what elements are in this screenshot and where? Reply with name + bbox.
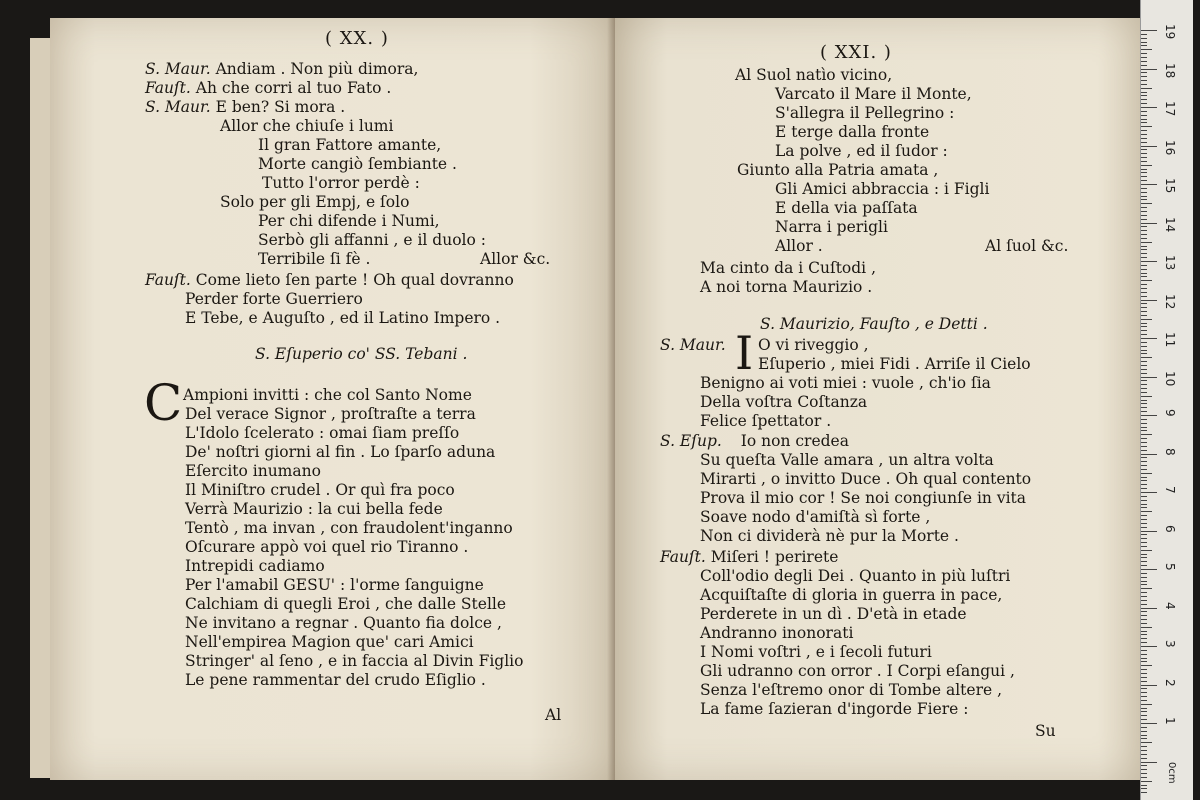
ruler-tick bbox=[1141, 165, 1152, 166]
ruler-tick bbox=[1141, 249, 1147, 250]
ruler-tick bbox=[1141, 411, 1147, 412]
ruler-tick bbox=[1141, 226, 1147, 227]
ruler-tick bbox=[1141, 122, 1147, 123]
ruler-tick bbox=[1141, 49, 1152, 50]
ruler-tick bbox=[1141, 111, 1147, 112]
ruler-tick bbox=[1141, 269, 1147, 270]
text-line: Perderete in un dì . D'età in etade bbox=[700, 605, 967, 623]
ruler-tick bbox=[1141, 400, 1147, 401]
ruler-tick bbox=[1141, 288, 1147, 289]
ruler-tick bbox=[1141, 550, 1152, 551]
ruler-tick bbox=[1141, 184, 1157, 185]
text-line: E Tebe, e Auguſto , ed il Latino Impero . bbox=[185, 309, 501, 327]
ruler-tick bbox=[1141, 650, 1147, 651]
ruler-number: 16 bbox=[1163, 139, 1177, 155]
ruler-tick bbox=[1141, 361, 1147, 362]
ruler-tick bbox=[1141, 715, 1147, 716]
ruler-tick bbox=[1141, 326, 1147, 327]
ruler-tick bbox=[1141, 65, 1147, 66]
text-line: S. Maur. Andiam . Non più dimora, bbox=[145, 60, 419, 78]
text-line: Nell'empirea Magion que' cari Amici bbox=[185, 633, 474, 651]
ruler-tick bbox=[1141, 403, 1147, 404]
ruler-tick bbox=[1141, 196, 1147, 197]
ruler-tick bbox=[1141, 658, 1147, 659]
ruler-tick bbox=[1141, 454, 1157, 455]
ruler-tick bbox=[1141, 161, 1147, 162]
ruler-tick bbox=[1141, 188, 1147, 189]
catchword: Su bbox=[1035, 722, 1056, 740]
scene-heading: S. Maurizio, Fauſto , e Detti . bbox=[760, 315, 988, 333]
ruler-tick bbox=[1141, 296, 1147, 297]
ruler-tick bbox=[1141, 738, 1147, 739]
ruler-tick bbox=[1141, 42, 1147, 43]
ruler-tick bbox=[1141, 634, 1147, 635]
ruler-tick bbox=[1141, 507, 1147, 508]
text-line: La fame ſazieran d'ingorde Fiere : bbox=[700, 700, 969, 718]
ruler-number: 17 bbox=[1163, 101, 1177, 117]
ruler-tick bbox=[1141, 203, 1152, 204]
text-line: Acquiſtaſte di gloria in guerra in pace, bbox=[700, 586, 1003, 604]
ruler-tick bbox=[1141, 130, 1147, 131]
text-line: Senza l'eſtremo onor di Tombe altere , bbox=[700, 681, 1003, 699]
ruler-tick bbox=[1141, 119, 1147, 120]
ruler-tick bbox=[1141, 319, 1152, 320]
ruler-tick bbox=[1141, 219, 1147, 220]
ruler-tick bbox=[1141, 565, 1147, 566]
ruler-tick bbox=[1141, 146, 1157, 147]
ruler-tick bbox=[1141, 80, 1147, 81]
text-line: Calchiam di quegli Eroi , che dalle Stelle bbox=[185, 595, 507, 613]
ruler-tick bbox=[1141, 242, 1152, 243]
ruler-tick bbox=[1141, 142, 1147, 143]
text-line: Prova il mio cor ! Se noi congiunſe in vita bbox=[700, 489, 1026, 507]
ruler-tick bbox=[1141, 577, 1147, 578]
ruler-tick bbox=[1141, 473, 1152, 474]
text-line: Narra i perigli bbox=[775, 218, 888, 236]
text-line: S'allegra il Pellegrino : bbox=[775, 104, 955, 122]
ruler-tick bbox=[1141, 369, 1147, 370]
ruler-tick bbox=[1141, 723, 1157, 724]
ruler-tick bbox=[1141, 638, 1147, 639]
ruler-tick bbox=[1141, 257, 1147, 258]
text-line: Perder forte Guerriero bbox=[185, 290, 363, 308]
text-line: E della via paſſata bbox=[775, 199, 918, 217]
text-line: Su queſta Valle amara , un altra volta bbox=[700, 451, 994, 469]
ruler-tick bbox=[1141, 334, 1147, 335]
aria-cue: Al ſuol &c. bbox=[985, 237, 1069, 255]
ruler-tick bbox=[1141, 338, 1157, 339]
ruler-number: 1 bbox=[1163, 717, 1177, 725]
ruler-number: 9 bbox=[1163, 409, 1177, 417]
ruler-tick bbox=[1141, 561, 1147, 562]
ruler-tick bbox=[1141, 350, 1147, 351]
ruler-tick bbox=[1141, 138, 1147, 139]
ruler-tick bbox=[1141, 746, 1147, 747]
ruler-tick bbox=[1141, 785, 1147, 786]
ruler-tick bbox=[1141, 696, 1147, 697]
ruler-tick bbox=[1141, 685, 1157, 686]
ruler-tick bbox=[1141, 631, 1147, 632]
drop-cap: C bbox=[144, 374, 183, 432]
text-line: Tentò , ma invan , con fraudolent'inganno bbox=[185, 519, 513, 537]
ruler-tick bbox=[1141, 357, 1152, 358]
ruler-tick bbox=[1141, 377, 1157, 378]
ruler-number: 15 bbox=[1163, 178, 1177, 194]
ruler-tick bbox=[1141, 392, 1147, 393]
text-line: Allor . bbox=[775, 237, 823, 255]
text-line: Eſuperio , miei Fidi . Arriſe il Cielo bbox=[758, 355, 1031, 373]
ruler-tick bbox=[1141, 107, 1157, 108]
ruler-tick bbox=[1141, 496, 1147, 497]
text-line: Mirarti , o invitto Duce . Oh qual contento bbox=[700, 470, 1032, 488]
ruler-tick bbox=[1141, 557, 1147, 558]
text-line: De' noſtri giorni al fin . Lo ſparſo aduna bbox=[185, 443, 496, 461]
ruler-tick bbox=[1141, 284, 1147, 285]
ruler-tick bbox=[1141, 673, 1147, 674]
text-line: Allor che chiuſe i lumi bbox=[220, 117, 394, 135]
ruler-tick bbox=[1141, 792, 1147, 793]
ruler-tick bbox=[1141, 519, 1147, 520]
text-line: Coll'odio degli Dei . Quanto in più luſtri bbox=[700, 567, 1011, 585]
ruler-tick bbox=[1141, 384, 1147, 385]
ruler-tick bbox=[1141, 180, 1147, 181]
ruler-tick bbox=[1141, 708, 1147, 709]
ruler-tick bbox=[1141, 419, 1147, 420]
ruler-tick bbox=[1141, 99, 1147, 100]
ruler-number: 11 bbox=[1163, 332, 1177, 348]
ruler-tick bbox=[1141, 542, 1147, 543]
ruler-tick bbox=[1141, 538, 1147, 539]
ruler-tick bbox=[1141, 735, 1147, 736]
ruler-tick bbox=[1141, 754, 1147, 755]
ruler-tick bbox=[1141, 480, 1147, 481]
ruler-tick bbox=[1141, 511, 1152, 512]
ruler-tick bbox=[1141, 30, 1157, 31]
ruler-tick bbox=[1141, 592, 1147, 593]
ruler-tick bbox=[1141, 246, 1147, 247]
ruler-tick bbox=[1141, 95, 1147, 96]
ruler-tick bbox=[1141, 623, 1147, 624]
text-line: Morte cangiò ſembiante . bbox=[258, 155, 457, 173]
ruler-tick bbox=[1141, 604, 1147, 605]
text-line: Le pene rammentar del crudo Eſiglio . bbox=[185, 671, 486, 689]
ruler-number: 7 bbox=[1163, 486, 1177, 494]
ruler-number: 19 bbox=[1163, 24, 1177, 40]
ruler-tick bbox=[1141, 731, 1147, 732]
ruler-tick bbox=[1141, 523, 1147, 524]
text-line: Tutto l'orror perdè : bbox=[262, 174, 420, 192]
ruler-tick bbox=[1141, 253, 1147, 254]
text-line: Il gran Fattore amante, bbox=[258, 136, 442, 154]
ruler-tick bbox=[1141, 465, 1147, 466]
text-line: Ma cinto da i Cuſtodi , bbox=[700, 259, 876, 277]
ruler-tick bbox=[1141, 788, 1147, 789]
open-book bbox=[30, 18, 1140, 780]
ruler-number: 10 bbox=[1163, 370, 1177, 386]
ruler-tick bbox=[1141, 646, 1157, 647]
ruler-tick bbox=[1141, 450, 1147, 451]
ruler-tick bbox=[1141, 430, 1147, 431]
ruler-tick bbox=[1141, 388, 1147, 389]
ruler-number: 8 bbox=[1163, 447, 1177, 456]
ruler-tick bbox=[1141, 407, 1147, 408]
text-line: Fauſt. Ah che corri al tuo Fato . bbox=[145, 79, 392, 97]
ruler-tick bbox=[1141, 504, 1147, 505]
ruler-tick bbox=[1141, 669, 1147, 670]
text-line: Gli Amici abbraccia : i Figli bbox=[775, 180, 990, 198]
ruler-tick bbox=[1141, 681, 1147, 682]
ruler-tick bbox=[1141, 276, 1147, 277]
ruler-tick bbox=[1141, 484, 1147, 485]
text-line: Giunto alla Patria amata , bbox=[737, 161, 939, 179]
text-line: Fauſt. Miſeri ! perirete bbox=[660, 548, 839, 566]
ruler-tick bbox=[1141, 661, 1147, 662]
ruler-tick bbox=[1141, 273, 1147, 274]
ruler-tick bbox=[1141, 692, 1147, 693]
ruler-tick bbox=[1141, 654, 1147, 655]
ruler-tick bbox=[1141, 115, 1147, 116]
ruler-tick bbox=[1141, 176, 1147, 177]
ruler-tick bbox=[1141, 777, 1147, 778]
ruler-tick bbox=[1141, 781, 1152, 782]
ruler-tick bbox=[1141, 323, 1147, 324]
ruler-tick bbox=[1141, 153, 1147, 154]
text-line: Terribile ſi fè . bbox=[258, 250, 371, 268]
ruler-tick bbox=[1141, 292, 1147, 293]
measuring-ruler bbox=[1140, 0, 1193, 800]
ruler-tick bbox=[1141, 434, 1152, 435]
ruler-tick bbox=[1141, 134, 1147, 135]
scene-heading: S. Eſuperio co' SS. Tebani . bbox=[255, 345, 468, 363]
ruler-tick bbox=[1141, 461, 1147, 462]
ruler-tick bbox=[1141, 45, 1147, 46]
ruler-tick bbox=[1141, 234, 1147, 235]
ruler-tick bbox=[1141, 762, 1157, 763]
ruler-tick bbox=[1141, 415, 1157, 416]
text-line: Ne invitano a regnar . Quanto fia dolce , bbox=[185, 614, 502, 632]
text-line: Varcato il Mare il Monte, bbox=[775, 85, 972, 103]
ruler-tick bbox=[1141, 758, 1147, 759]
ruler-tick bbox=[1141, 84, 1147, 85]
ruler-number: 6 bbox=[1163, 524, 1177, 533]
ruler-tick bbox=[1141, 554, 1147, 555]
ruler-tick bbox=[1141, 311, 1147, 312]
ruler-tick bbox=[1141, 773, 1147, 774]
ruler-tick bbox=[1141, 492, 1157, 493]
text-line: Eſercito inumano bbox=[185, 462, 321, 480]
ruler-number: 5 bbox=[1163, 563, 1177, 571]
ruler-tick bbox=[1141, 34, 1147, 35]
ruler-tick bbox=[1141, 569, 1157, 570]
ruler-tick bbox=[1141, 727, 1147, 728]
text-line: Del verace Signor , proſtraſte a terra bbox=[185, 405, 476, 423]
ruler-tick bbox=[1141, 642, 1147, 643]
ruler-tick bbox=[1141, 700, 1147, 701]
ruler-tick bbox=[1141, 688, 1147, 689]
ruler-tick bbox=[1141, 711, 1147, 712]
text-line: Stringer' al ſeno , e in faccia al Divin Figlio bbox=[185, 652, 524, 670]
text-line: Gli udranno con orror . I Corpi eſangui , bbox=[700, 662, 1015, 680]
ruler-tick bbox=[1141, 600, 1147, 601]
ruler-tick bbox=[1141, 211, 1147, 212]
ruler-tick bbox=[1141, 303, 1147, 304]
text-line: Per chi difende i Numi, bbox=[258, 212, 440, 230]
ruler-tick bbox=[1141, 300, 1157, 301]
ruler-tick bbox=[1141, 611, 1147, 612]
ruler-tick bbox=[1141, 92, 1147, 93]
ruler-tick bbox=[1141, 223, 1157, 224]
catchword: Al bbox=[545, 706, 562, 724]
ruler-tick bbox=[1141, 750, 1147, 751]
ruler-tick bbox=[1141, 126, 1152, 127]
ruler-tick bbox=[1141, 719, 1147, 720]
ruler-tick bbox=[1141, 238, 1147, 239]
ruler-tick bbox=[1141, 61, 1147, 62]
drop-cap: I bbox=[735, 326, 754, 380]
ruler-tick bbox=[1141, 438, 1147, 439]
ruler-tick bbox=[1141, 581, 1147, 582]
ruler-tick bbox=[1141, 88, 1152, 89]
ruler-tick bbox=[1141, 619, 1147, 620]
text-line: L'Idolo ſcelerato : omai ſiam preſſo bbox=[185, 424, 460, 442]
text-line: S. Eſup. Io non credea bbox=[660, 432, 849, 450]
text-line: Oſcurare appò voi quel rio Tiranno . bbox=[185, 538, 469, 556]
text-line: A noi torna Maurizio . bbox=[700, 278, 873, 296]
ruler-number: 12 bbox=[1163, 293, 1177, 309]
text-line: Benigno ai voti miei : vuole , ch'io ſia bbox=[700, 374, 991, 392]
ruler-tick bbox=[1141, 457, 1147, 458]
ruler-number: 3 bbox=[1163, 640, 1177, 648]
text-line: Felice ſpettator . bbox=[700, 412, 832, 430]
ruler-tick bbox=[1141, 608, 1157, 609]
ruler-tick bbox=[1141, 169, 1147, 170]
ruler-tick bbox=[1141, 396, 1152, 397]
ruler-tick bbox=[1141, 677, 1147, 678]
aria-cue: Allor &c. bbox=[480, 250, 551, 268]
ruler-tick bbox=[1141, 527, 1147, 528]
ruler-tick bbox=[1141, 57, 1147, 58]
ruler-tick bbox=[1141, 207, 1147, 208]
ruler-tick bbox=[1141, 380, 1147, 381]
ruler-tick bbox=[1141, 103, 1147, 104]
ruler-tick bbox=[1141, 76, 1147, 77]
text-line: Per l'amabil GESU' : l'orme ſanguigne bbox=[185, 576, 484, 594]
text-line: Fauſt. Come lieto ſen parte ! Oh qual dovranno bbox=[145, 271, 514, 289]
ruler-tick bbox=[1141, 765, 1147, 766]
right-page bbox=[615, 18, 1140, 780]
ruler-tick bbox=[1141, 488, 1147, 489]
left-page bbox=[50, 18, 615, 780]
text-line: Non ci dividerà nè pur la Morte . bbox=[700, 527, 959, 545]
text-line: Serbò gli affanni , e il duolo : bbox=[258, 231, 486, 249]
ruler-tick bbox=[1141, 353, 1147, 354]
text-line: Soave nodo d'amiſtà sì forte , bbox=[700, 508, 931, 526]
ruler-tick bbox=[1141, 546, 1147, 547]
text-line: Della voſtra Coſtanza bbox=[700, 393, 868, 411]
ruler-tick bbox=[1141, 69, 1157, 70]
ruler-tick bbox=[1141, 446, 1147, 447]
ruler-tick bbox=[1141, 531, 1157, 532]
page-number-right: ( XXI. ) bbox=[820, 42, 892, 63]
ruler-tick bbox=[1141, 157, 1147, 158]
ruler-unit-label: 0cm bbox=[1166, 762, 1177, 784]
text-line: Al Suol natìo vicino, bbox=[735, 66, 893, 84]
ruler-tick bbox=[1141, 315, 1147, 316]
ruler-tick bbox=[1141, 534, 1147, 535]
ruler-tick bbox=[1141, 261, 1157, 262]
ruler-tick bbox=[1141, 330, 1147, 331]
text-line: I Nomi voſtri , e i ſecoli futuri bbox=[700, 643, 932, 661]
ruler-tick bbox=[1141, 423, 1147, 424]
ruler-tick bbox=[1141, 199, 1147, 200]
ruler-tick bbox=[1141, 615, 1147, 616]
ruler-tick bbox=[1141, 627, 1152, 628]
ruler-tick bbox=[1141, 515, 1147, 516]
ruler-tick bbox=[1141, 38, 1147, 39]
text-line: Solo per gli Empj, e ſolo bbox=[220, 193, 410, 211]
ruler-tick bbox=[1141, 172, 1147, 173]
ruler-tick bbox=[1141, 346, 1147, 347]
text-line: S. Maur. E ben? Si mora . bbox=[145, 98, 346, 116]
ruler-tick bbox=[1141, 365, 1147, 366]
ruler-tick bbox=[1141, 215, 1147, 216]
ruler-tick bbox=[1141, 342, 1147, 343]
text-line: O vi riveggio , bbox=[758, 336, 869, 354]
text-line: Ampioni invitti : che col Santo Nome bbox=[183, 386, 472, 404]
ruler-tick bbox=[1141, 596, 1147, 597]
ruler-tick bbox=[1141, 469, 1147, 470]
ruler-tick bbox=[1141, 665, 1152, 666]
ruler-tick bbox=[1141, 72, 1147, 73]
ruler-number: 18 bbox=[1163, 62, 1177, 78]
text-line: Il Miniſtro crudel . Or quì fra poco bbox=[185, 481, 455, 499]
ruler-tick bbox=[1141, 584, 1147, 585]
ruler-tick bbox=[1141, 230, 1147, 231]
ruler-tick bbox=[1141, 704, 1152, 705]
ruler-tick bbox=[1141, 427, 1147, 428]
ruler-tick bbox=[1141, 373, 1147, 374]
ruler-tick bbox=[1141, 265, 1147, 266]
speaker-label: S. Maur. bbox=[660, 336, 726, 354]
ruler-tick bbox=[1141, 192, 1147, 193]
ruler-tick bbox=[1141, 442, 1147, 443]
ruler-tick bbox=[1141, 149, 1147, 150]
ruler-number: 13 bbox=[1163, 255, 1177, 271]
ruler-tick bbox=[1141, 477, 1147, 478]
ruler-tick bbox=[1141, 53, 1147, 54]
text-line: Verrà Maurizio : la cui bella fede bbox=[185, 500, 443, 518]
page-number-left: ( XX. ) bbox=[325, 28, 389, 49]
ruler-tick bbox=[1141, 742, 1152, 743]
text-line: E terge dalla fronte bbox=[775, 123, 930, 141]
ruler-tick bbox=[1141, 573, 1147, 574]
text-line: La polve , ed il ſudor : bbox=[775, 142, 948, 160]
ruler-tick bbox=[1141, 307, 1147, 308]
ruler-tick bbox=[1141, 769, 1147, 770]
ruler-number: 4 bbox=[1163, 601, 1177, 610]
ruler-tick bbox=[1141, 588, 1152, 589]
text-line: Andranno inonorati bbox=[700, 624, 854, 642]
text-line: Intrepidi cadiamo bbox=[185, 557, 325, 575]
ruler-tick bbox=[1141, 280, 1152, 281]
ruler-tick bbox=[1141, 500, 1147, 501]
ruler-number: 2 bbox=[1163, 678, 1177, 687]
ruler-number: 14 bbox=[1163, 216, 1177, 232]
